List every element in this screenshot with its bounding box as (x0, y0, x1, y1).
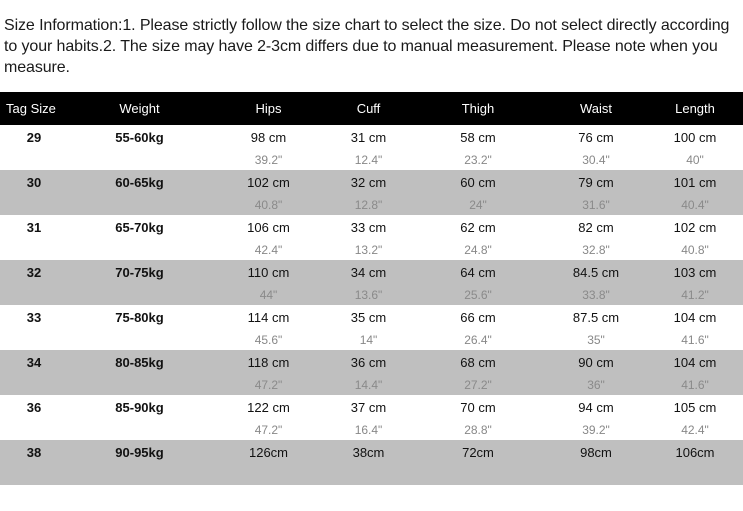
table-header (0, 92, 743, 125)
length-inch-cell: 40" (686, 152, 704, 167)
cuff-inch-cell: 16.4" (354, 422, 383, 437)
cuff-inch-cell: 13.2" (354, 242, 383, 257)
weight-cell: 90-95kg (115, 444, 164, 460)
tag-size-cell: 36 (26, 399, 42, 415)
waist-cm-cell: 94 cm (578, 399, 614, 415)
waist-inch-cell: 35" (587, 332, 605, 347)
cuff-inch-cell: 14" (359, 332, 378, 347)
waist-cm-cell: 87.5 cm (572, 309, 620, 325)
header-weight: Weight (119, 101, 160, 116)
length-cm-cell: 105 cm (673, 399, 717, 415)
hips-inch-cell: 42.4" (254, 242, 283, 257)
thigh-cm-cell: 72cm (462, 444, 494, 460)
length-inch-cell: 42.4" (681, 422, 709, 437)
length-cm-cell: 102 cm (673, 219, 717, 235)
thigh-cm-cell: 68 cm (460, 354, 496, 370)
table-row (0, 215, 743, 260)
cuff-inch-cell: 13.6" (354, 287, 383, 302)
header-cuff: Cuff (356, 101, 381, 116)
tag-size-cell: 30 (26, 174, 42, 190)
header-waist: Waist (579, 101, 613, 116)
table-row (0, 305, 743, 350)
size-chart-table (0, 92, 743, 485)
tag-size-cell: 31 (26, 219, 42, 235)
waist-cm-cell: 90 cm (578, 354, 614, 370)
thigh-cm-cell: 66 cm (460, 309, 496, 325)
cuff-inch-cell: 14.4" (354, 377, 383, 392)
waist-inch-cell: 30.4" (582, 152, 610, 167)
hips-cm-cell: 110 cm (247, 264, 290, 280)
length-cm-cell: 100 cm (673, 129, 717, 145)
cuff-cm-cell: 32 cm (350, 174, 387, 190)
table-row (0, 170, 743, 215)
tag-size-cell: 34 (26, 354, 42, 370)
tag-size-cell: 29 (26, 129, 42, 145)
cuff-inch-cell: 12.8" (354, 197, 383, 212)
hips-cm-cell: 106 cm (247, 219, 290, 235)
thigh-inch-cell: 28.8" (464, 422, 492, 437)
cuff-cm-cell: 35 cm (350, 309, 387, 325)
thigh-cm-cell: 60 cm (460, 174, 496, 190)
hips-cm-cell: 98 cm (250, 129, 287, 145)
length-cm-cell: 101 cm (673, 174, 717, 190)
length-inch-cell: 40.8" (681, 242, 709, 257)
thigh-cm-cell: 70 cm (460, 399, 496, 415)
thigh-cm-cell: 58 cm (460, 129, 496, 145)
waist-cm-cell: 79 cm (578, 174, 614, 190)
table-row (0, 440, 743, 485)
hips-inch-cell: 45.6" (254, 332, 283, 347)
table-row (0, 395, 743, 440)
size-information-text: Size Information:1. Please strictly follow the size chart to select the size. Do not select directly according to your habits.2. The size may have 2-3cm differs due to manual measurement. Please note when you measure. (4, 17, 730, 76)
hips-cm-cell: 114 cm (247, 309, 290, 325)
table-row (0, 125, 743, 170)
thigh-inch-cell: 25.6" (464, 287, 492, 302)
length-cm-cell: 103 cm (673, 264, 717, 280)
waist-cm-cell: 82 cm (578, 219, 614, 235)
waist-inch-cell: 39.2" (582, 422, 610, 437)
cuff-cm-cell: 38cm (352, 444, 385, 460)
thigh-cm-cell: 64 cm (460, 264, 496, 280)
length-cm-cell: 104 cm (673, 309, 717, 325)
cuff-cm-cell: 31 cm (350, 129, 387, 145)
weight-cell: 70-75kg (115, 264, 164, 280)
thigh-cm-cell: 62 cm (460, 219, 496, 235)
length-cm-cell: 104 cm (673, 354, 717, 370)
hips-inch-cell: 47.2" (254, 422, 283, 437)
hips-inch-cell: 47.2" (254, 377, 283, 392)
waist-inch-cell: 33.8" (582, 287, 610, 302)
waist-inch-cell: 36" (587, 377, 605, 392)
waist-cm-cell: 76 cm (578, 129, 614, 145)
thigh-inch-cell: 23.2" (464, 152, 492, 167)
cuff-cm-cell: 34 cm (350, 264, 387, 280)
thigh-inch-cell: 24" (469, 197, 487, 212)
table-row (0, 260, 743, 305)
weight-cell: 60-65kg (115, 174, 164, 190)
waist-inch-cell: 32.8" (582, 242, 610, 257)
hips-inch-cell: 40.8" (254, 197, 283, 212)
thigh-inch-cell: 24.8" (464, 242, 492, 257)
length-cm-cell: 106cm (675, 444, 715, 460)
hips-cm-cell: 122 cm (247, 399, 290, 415)
length-inch-cell: 40.4" (681, 197, 709, 212)
waist-inch-cell: 31.6" (582, 197, 610, 212)
hips-inch-cell: 44" (259, 287, 278, 302)
hips-inch-cell: 39.2" (254, 152, 283, 167)
tag-size-cell: 38 (26, 444, 42, 460)
hips-cm-cell: 126cm (248, 444, 289, 460)
cuff-cm-cell: 33 cm (350, 219, 387, 235)
weight-cell: 80-85kg (115, 354, 164, 370)
thigh-inch-cell: 26.4" (464, 332, 492, 347)
length-inch-cell: 41.6" (681, 332, 709, 347)
hips-cm-cell: 118 cm (247, 354, 290, 370)
header-hips: Hips (255, 101, 282, 116)
header-thigh: Thigh (461, 101, 495, 116)
length-inch-cell: 41.2" (681, 287, 709, 302)
weight-cell: 85-90kg (115, 399, 164, 415)
thigh-inch-cell: 27.2" (464, 377, 492, 392)
cuff-cm-cell: 37 cm (350, 399, 387, 415)
weight-cell: 75-80kg (115, 309, 164, 325)
tag-size-cell: 33 (26, 309, 42, 325)
length-inch-cell: 41.6" (681, 377, 709, 392)
table-row (0, 350, 743, 395)
header-length: Length (675, 101, 715, 116)
hips-cm-cell: 102 cm (247, 174, 290, 190)
weight-cell: 65-70kg (115, 219, 164, 235)
waist-cm-cell: 84.5 cm (572, 264, 620, 280)
weight-cell: 55-60kg (115, 129, 164, 145)
cuff-cm-cell: 36 cm (350, 354, 387, 370)
cuff-inch-cell: 12.4" (354, 152, 383, 167)
waist-cm-cell: 98cm (580, 444, 612, 460)
tag-size-cell: 32 (26, 264, 42, 280)
header-tag-size: Tag Size (6, 101, 56, 116)
